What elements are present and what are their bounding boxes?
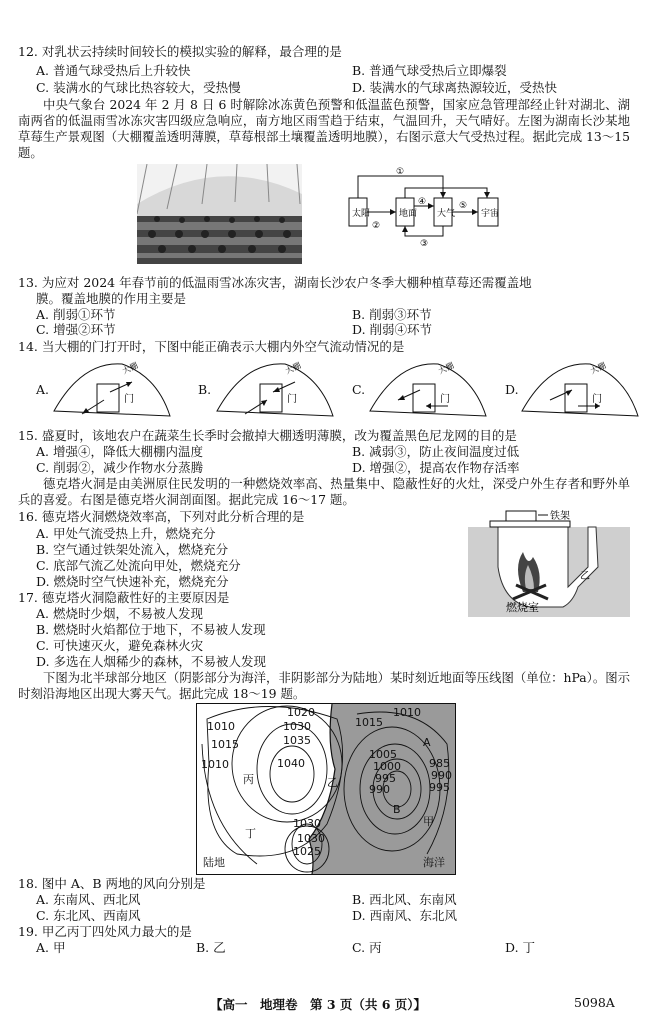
rack-label: 铁架 <box>550 511 570 522</box>
isobar-1010-left: 1010 <box>201 758 229 771</box>
film-label: 大棚 <box>589 360 608 376</box>
q17-option-c: C. 可快速灭火，避免森林火灾 <box>36 638 204 653</box>
isobar-1035: 1035 <box>283 734 311 747</box>
diagram-num-3: ③ <box>420 239 429 246</box>
q19-stem: 19. 甲乙丙丁四处风力最大的是 <box>18 924 192 939</box>
q13-option-a: A. 削弱①环节 <box>36 307 116 322</box>
map-label-yi: 乙 <box>327 776 338 789</box>
isobar-990-right: 990 <box>431 769 452 782</box>
q12-stem: 12. 对乳状云持续时间较长的模拟实验的解释，最合理的是 <box>18 44 342 59</box>
q12-option-a: A. 普通气球受热后上升较快 <box>36 63 191 78</box>
intro-18-19: 下图为北半球部分地区（阴影部分为海洋，非阴影部分为陆地）某时刻近地面等压线图（单位：hPa）。图示时刻沿海地区出现大雾天气。据此完成 18～19 题。 <box>18 670 630 701</box>
fire-label-yi: 乙 <box>580 571 590 582</box>
q12-option-b: B. 普通气球受热后立即爆裂 <box>352 63 507 78</box>
q19-option-b: B. 乙 <box>196 940 226 955</box>
q13-stem-line1: 13. 为应对 2024 年春节前的低温雨雪冰冻灾害，湖南长沙农户冬季大棚种植草莓还需覆盖地 <box>18 275 532 290</box>
q12-option-d: D. 装满水的气球离热源较近，受热快 <box>352 80 558 95</box>
isobar-1000: 1000 <box>373 760 401 773</box>
q18-option-d: D. 西南风、东北风 <box>352 908 458 923</box>
q17-option-b: B. 燃烧时火焰都位于地下，不易被人发现 <box>36 622 266 637</box>
dakota-fire-hole-figure <box>468 507 630 617</box>
film-label: 大棚 <box>437 360 456 376</box>
intro-16-17: 德克塔火洞是由美洲原住民发明的一种燃烧效率高、热量集中、隐蔽性好的火灶，深受户外生存者和野外单兵的喜爱。右图是德克塔火洞剖面图。据此完成 16～17 题。 <box>18 476 630 507</box>
map-point-a: A <box>423 736 431 749</box>
chamber-label: 燃烧室 <box>506 601 539 614</box>
q13-option-d: D. 削弱④环节 <box>352 322 433 337</box>
diagram-label-space: 宇宙 <box>481 209 500 219</box>
isobar-995: 995 <box>375 772 396 785</box>
isobar-1030-bottom: 1030 <box>297 832 325 845</box>
diagram-label-ground: 地面 <box>399 209 418 219</box>
isobar-1040: 1040 <box>277 757 305 770</box>
isobar-985: 985 <box>429 757 450 770</box>
q15-option-c: C. 削弱②，减少作物水分蒸腾 <box>36 460 204 475</box>
q18-option-b: B. 西北风、东南风 <box>352 892 457 907</box>
isobar-1015: 1015 <box>211 738 239 751</box>
q17-stem: 17. 德克塔火洞隐蔽性好的主要原因是 <box>18 590 230 605</box>
q16-stem: 16. 德克塔火洞燃烧效率高，下列对此分析合理的是 <box>18 509 305 524</box>
q12-option-c: C. 装满水的气球比热容较大，受热慢 <box>36 80 241 95</box>
q19-option-a: A. 甲 <box>36 940 66 955</box>
q18-option-a: A. 东南风、西北风 <box>36 892 141 907</box>
door-label: 门 <box>440 394 450 405</box>
q14-option-b: B. <box>198 382 212 397</box>
film-label: 大棚 <box>284 360 303 376</box>
q15-option-b: B. 减弱③，防止夜间温度过低 <box>352 444 520 459</box>
door-label: 门 <box>287 394 297 405</box>
q16-option-b: B. 空气通过铁架处流入，燃烧充分 <box>36 542 229 557</box>
q19-option-c: C. 丙 <box>352 940 382 955</box>
diagram-num-5: ⑤ <box>459 201 468 211</box>
isobar-map <box>196 703 456 875</box>
q16-option-c: C. 底部气流乙处流向甲处，燃烧充分 <box>36 558 241 573</box>
diagram-label-atmosphere: 大气 <box>437 209 456 219</box>
isobar-1015-right: 1015 <box>355 716 383 729</box>
map-point-b: B <box>393 803 401 816</box>
isobar-1005: 1005 <box>369 748 397 761</box>
map-label-sea: 海洋 <box>423 856 445 869</box>
door-label: 门 <box>124 394 134 405</box>
isobar-990: 990 <box>369 783 390 796</box>
isobar-1025: 1025 <box>293 845 321 858</box>
q14-figure-b <box>215 356 335 425</box>
q14-stem: 14. 当大棚的门打开时，下图中能正确表示大棚内外空气流动情况的是 <box>18 339 405 354</box>
q18-stem: 18. 图中 A、B 两地的风向分别是 <box>18 876 206 891</box>
film-label: 大棚 <box>121 360 140 376</box>
paper-code: 5098A <box>574 995 615 1010</box>
q13-option-c: C. 增强②环节 <box>36 322 116 337</box>
isobar-1010-right: 1010 <box>393 706 421 719</box>
map-label-bing: 丙 <box>243 773 254 786</box>
q14-figure-d <box>520 356 640 425</box>
q19-option-d: D. 丁 <box>505 940 536 955</box>
q14-figure-a <box>52 356 172 425</box>
isobar-1030: 1030 <box>283 720 311 733</box>
q14-option-c: C. <box>352 382 366 397</box>
q15-stem: 15. 盛夏时，该地农户在蔬菜生长季时会撤掉大棚透明薄膜，改为覆盖黑色尼龙网的目的是 <box>18 428 517 443</box>
isobar-995-right: 995 <box>429 781 450 794</box>
diagram-num-4: ④ <box>418 197 427 207</box>
q15-option-d: D. 增强②，提高农作物存活率 <box>352 460 520 475</box>
q16-option-a: A. 甲处气流受热上升，燃烧充分 <box>36 526 216 541</box>
diagram-num-2: ② <box>372 221 381 231</box>
q15-option-a: A. 增强④，降低大棚棚内温度 <box>36 444 203 459</box>
diagram-label-sun: 太阳 <box>352 209 371 219</box>
q13-stem-line2: 膜。覆盖地膜的作用主要是 <box>36 291 187 306</box>
atmosphere-heating-diagram <box>344 166 504 246</box>
q18-option-c: C. 东北风、西南风 <box>36 908 141 923</box>
q13-option-b: B. 削弱③环节 <box>352 307 432 322</box>
q14-option-d: D. <box>505 382 519 397</box>
intro-13-15: 中央气象台 2024 年 2 月 8 日 6 时解除冰冻黄色预警和低温蓝色预警，国家应急管理部经止针对湖北、湖南两省的低温雨雪冰冻灾害四级应急响应，南方地区雨雪趋于结束，气温回升，天气晴好。左图为湖南长沙某地草莓生产景观图（大棚覆盖透明薄膜，草莓根部土壤覆盖透明地膜），右图示意大气受热过程。据此完成 13～15 题。 <box>18 97 630 160</box>
q14-option-a: A. <box>36 382 50 397</box>
q17-option-d: D. 多选在人烟稀少的森林，不易被人发现 <box>36 654 267 669</box>
door-label: 门 <box>592 394 602 405</box>
map-label-land: 陆地 <box>203 856 225 869</box>
page-footer: 【高一 地理卷 第 3 页（共 6 页）】 <box>210 997 427 1012</box>
diagram-num-1: ① <box>396 167 405 177</box>
isobar-1020: 1020 <box>287 706 315 719</box>
isobar-1030-inner: 1030 <box>293 817 321 830</box>
greenhouse-photo <box>137 164 302 264</box>
isobar-1010: 1010 <box>207 720 235 733</box>
q16-option-d: D. 燃烧时空气快速补充，燃烧充分 <box>36 574 229 589</box>
q17-option-a: A. 燃烧时少烟，不易被人发现 <box>36 606 203 621</box>
map-label-ding: 丁 <box>245 827 256 840</box>
map-label-jia: 甲 <box>423 815 434 828</box>
q14-figure-c <box>368 356 488 425</box>
